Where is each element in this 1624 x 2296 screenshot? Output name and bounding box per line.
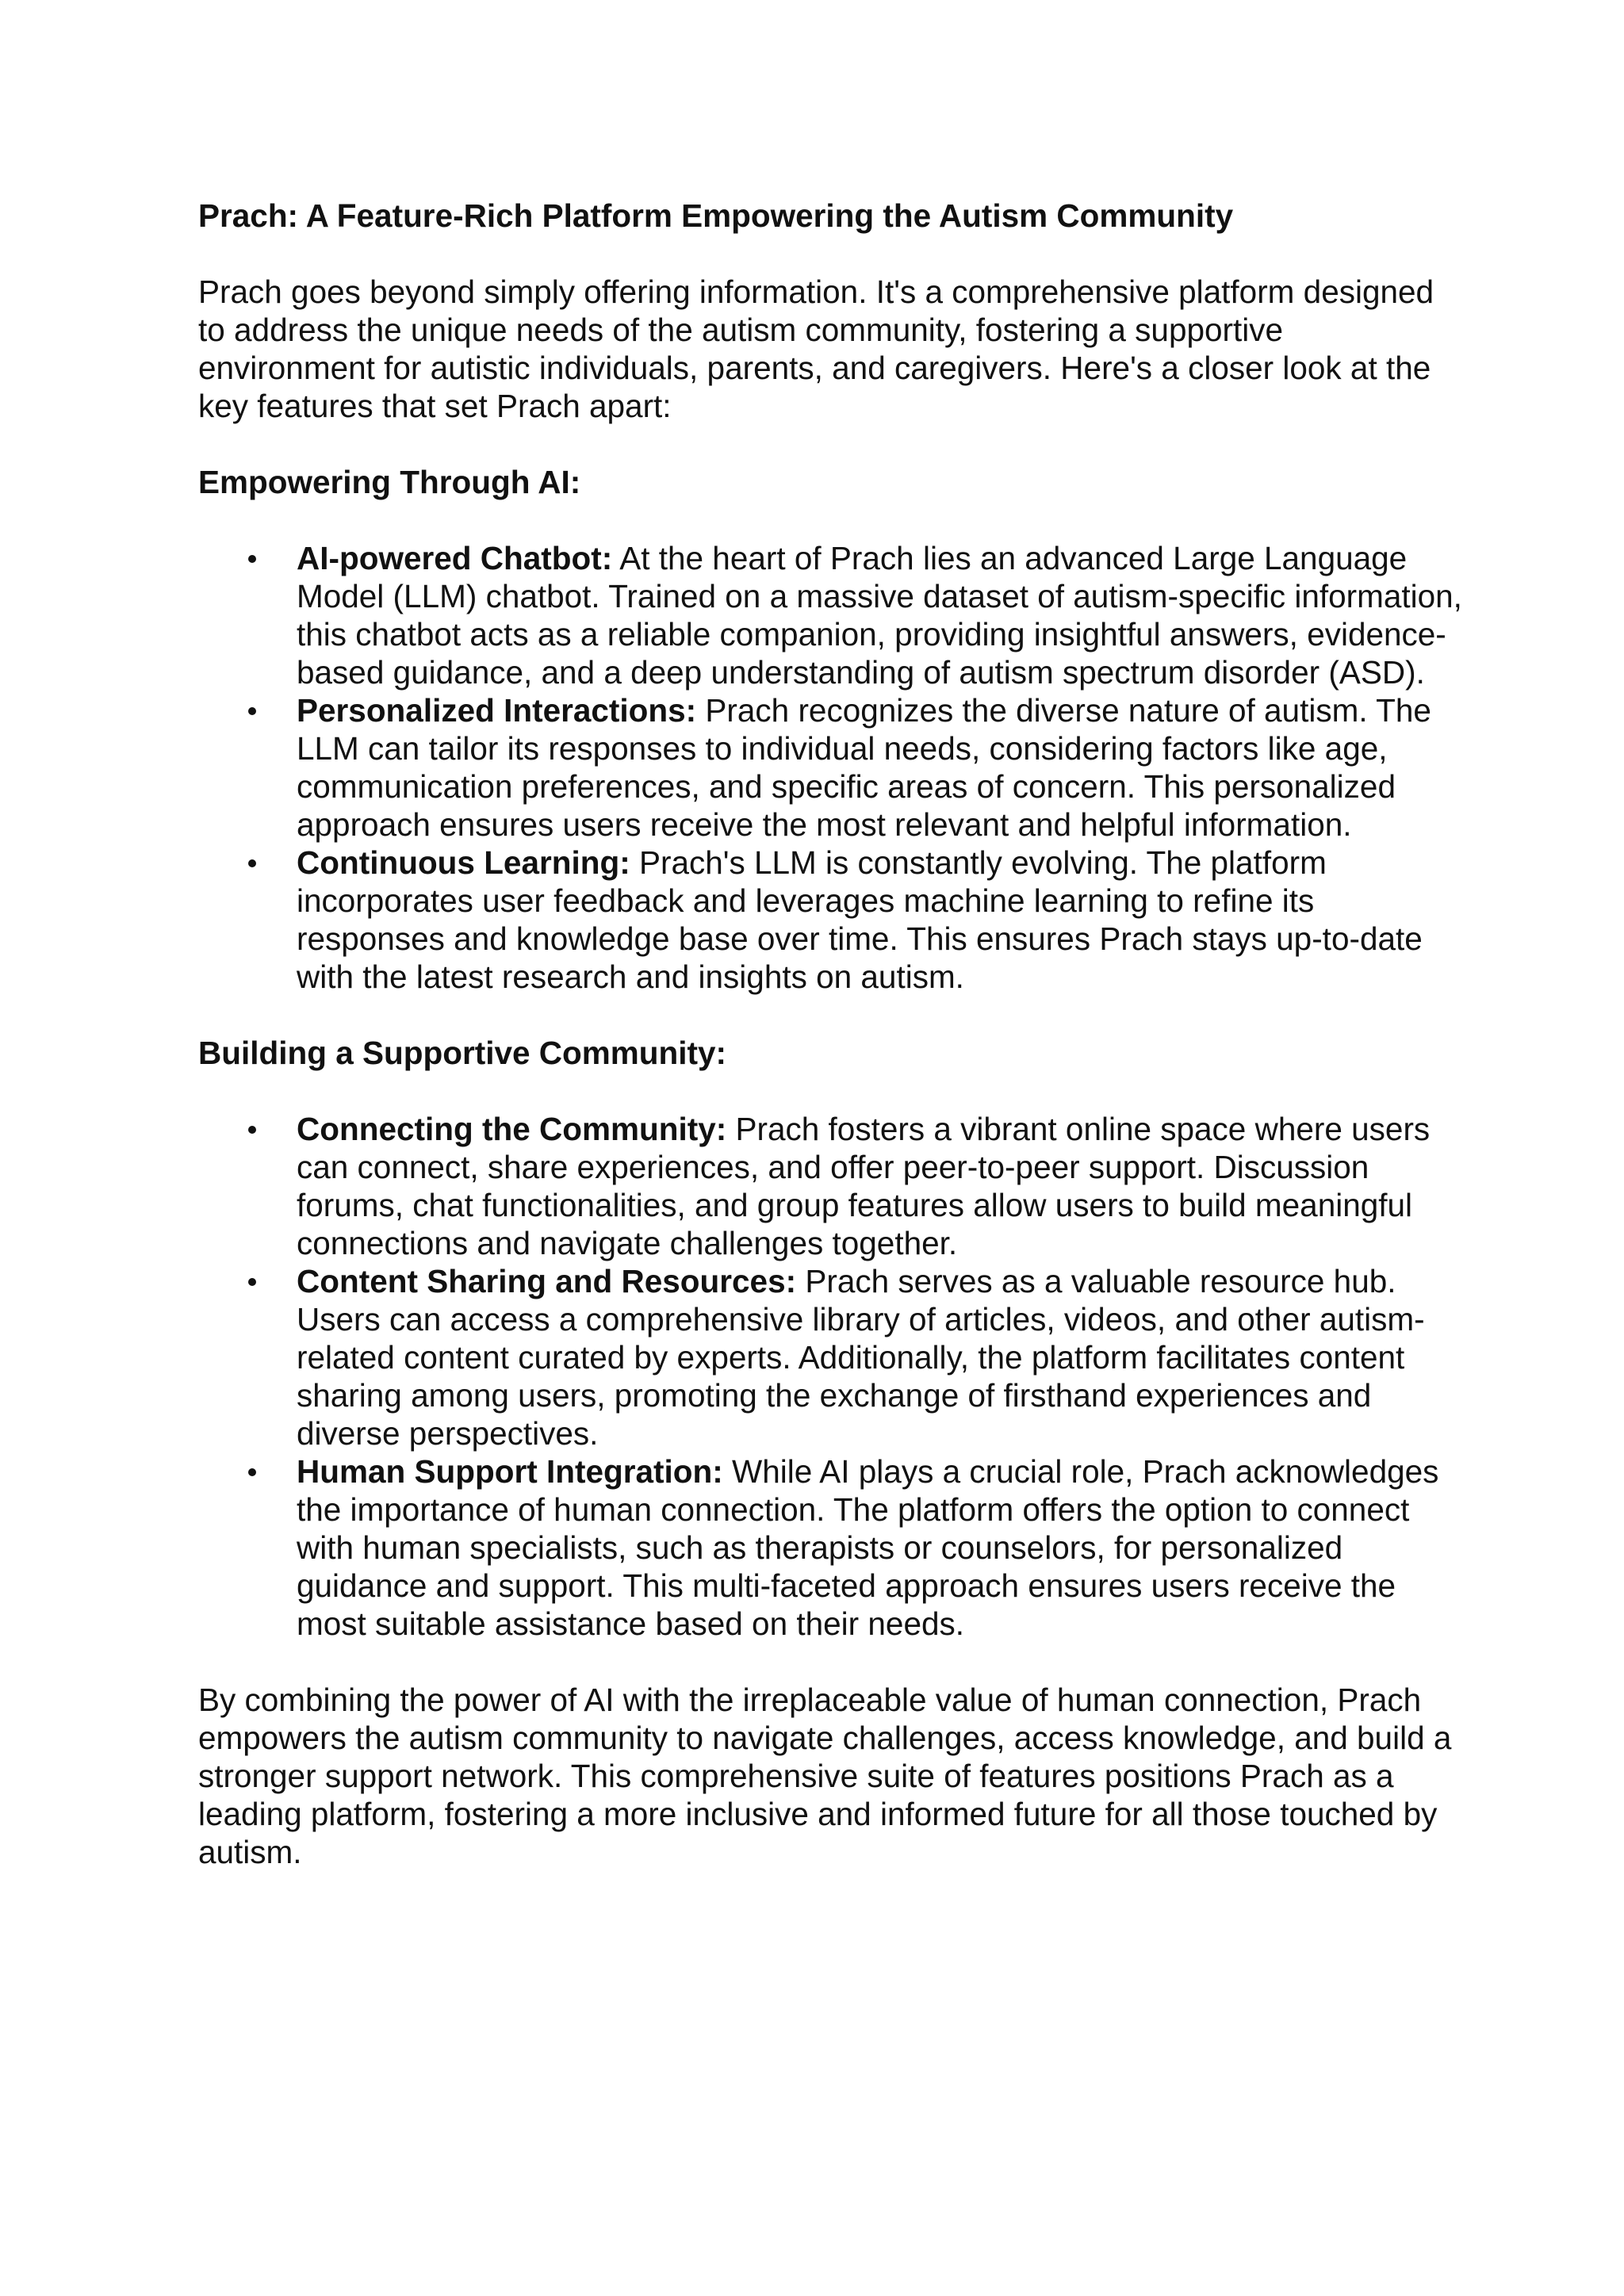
section-ai — [198, 463, 1467, 996]
list-item — [198, 844, 1467, 996]
feature-list — [198, 1110, 1467, 1643]
bullet-icon — [248, 1468, 256, 1476]
bullet-icon — [248, 1278, 256, 1286]
feature-term: AI-powered Chatbot: — [297, 540, 613, 576]
list-item — [198, 1262, 1467, 1452]
bullet-icon — [248, 1126, 256, 1134]
section-heading: Empowering Through AI: — [198, 464, 581, 500]
feature-term: Human Support Integration: — [297, 1453, 723, 1490]
list-item — [198, 691, 1467, 844]
conclusion-paragraph: By combining the power of AI with the irreplaceable value of human connection, Prach empowers the autism community to navigate challenges, access knowledge, and build a stronger support network. This comprehensive suite of features positions Prach as a leading platform, fostering a more inclusive and informed future for all those touched by autism. — [198, 1682, 1452, 1870]
document-page — [198, 197, 1467, 1909]
bullet-icon — [248, 555, 256, 563]
feature-description: At the heart of Prach lies an advanced Large Language Model (LLM) chatbot. Trained on a massive dataset of autism-specific information, this chatbot acts as a reliable companion, providing insightful answers, evidence-based guidance, and a deep understanding of autism spectrum disorder (ASD). — [297, 540, 1462, 691]
list-item — [198, 1452, 1467, 1643]
feature-term: Connecting the Community: — [297, 1111, 727, 1147]
list-item — [198, 1110, 1467, 1262]
bullet-icon — [248, 859, 256, 867]
feature-description: Prach recognizes the diverse nature of autism. The LLM can tailor its responses to individual needs, considering factors like age, communication preferences, and specific areas of concern. This personalized approach ensures users receive the most relevant and helpful information. — [297, 692, 1431, 843]
list-item — [198, 539, 1467, 691]
section-community — [198, 1034, 1467, 1643]
intro-paragraph: Prach goes beyond simply offering information. It's a comprehensive platform designed to address the unique needs of the autism community, fostering a supportive environment for autistic individuals, parents, and caregivers. Here's a closer look at the key features that set Prach apart: — [198, 274, 1434, 424]
document-title: Prach: A Feature-Rich Platform Empowering the Autism Community — [198, 197, 1234, 234]
feature-term: Personalized Interactions: — [297, 692, 697, 729]
feature-description: While AI plays a crucial role, Prach acknowledges the importance of human connection. The platform offers the option to connect with human specialists, such as therapists or counselors, for personalized guidance and support. This multi-faceted approach ensures users receive the most suitable assistance based on their needs. — [297, 1453, 1439, 1642]
feature-term: Continuous Learning: — [297, 844, 630, 881]
bullet-icon — [248, 707, 256, 715]
feature-term: Content Sharing and Resources: — [297, 1263, 797, 1299]
section-heading: Building a Supportive Community: — [198, 1035, 726, 1071]
feature-description: Prach serves as a valuable resource hub. Users can access a comprehensive library of articles, videos, and other autism-related content curated by experts. Additionally, the platform facilitates content sharing among users, promoting the exchange of firsthand experiences and diverse perspectives. — [297, 1263, 1425, 1452]
feature-list — [198, 539, 1467, 996]
feature-description: Prach fosters a vibrant online space where users can connect, share experiences, and offer peer-to-peer support. Discussion forums, chat functionalities, and group features allow users to build meaningful connections and navigate challenges together. — [297, 1111, 1431, 1261]
feature-description: Prach's LLM is constantly evolving. The platform incorporates user feedback and leverages machine learning to refine its responses and knowledge base over time. This ensures Prach stays up-to-date with the latest research and insights on autism. — [297, 844, 1423, 995]
